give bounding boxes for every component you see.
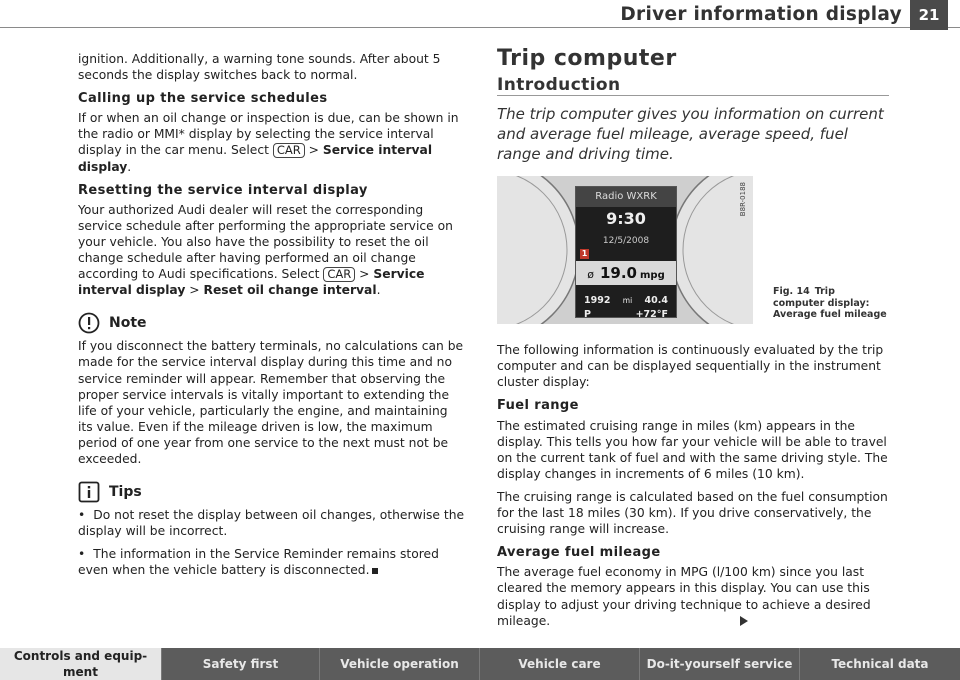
average-value: 19.0: [599, 264, 637, 283]
tip-text: Do not reset the display between oil changes, otherwise the display will be incorrect.: [78, 508, 465, 539]
calling-target: Service interval display: [78, 143, 433, 174]
resetting-sep: >: [185, 283, 204, 298]
car-key: CAR: [323, 267, 355, 282]
average-heading: Average fuel mileage: [497, 545, 661, 561]
left-column: [78, 51, 466, 585]
resetting-paragraph: [78, 202, 466, 299]
right-column: [497, 46, 889, 636]
resetting-target-2: Reset oil change interval: [203, 283, 377, 298]
outside-temperature: +72°F: [635, 309, 668, 321]
calling-paragraph: [78, 110, 466, 174]
average-symbol: ø: [587, 268, 594, 282]
average-paragraph: [497, 564, 889, 628]
nav-item-diy[interactable]: Do-it-yourself service: [640, 648, 800, 680]
nav-item-controls[interactable]: Controls and equip-ment: [0, 648, 162, 680]
nav-item-operation[interactable]: Vehicle operation: [320, 648, 480, 680]
tip-item: [78, 507, 466, 539]
warning-circle-icon: [78, 312, 100, 334]
section-subtitle: Introduction: [497, 77, 889, 96]
note-callout: [78, 312, 466, 334]
chapter-navigation: [0, 648, 960, 680]
end-of-section-icon: [372, 568, 378, 574]
figure-code: B8R-0188: [738, 182, 747, 217]
info-icon: [78, 481, 100, 503]
section-title: Driver information display: [620, 4, 902, 25]
page-number: 21: [910, 0, 948, 30]
tips-callout: [78, 481, 466, 503]
tips-title: Tips: [109, 484, 142, 501]
resetting-sep: >: [355, 267, 374, 282]
calling-end: .: [127, 159, 132, 174]
bullet-icon: •: [78, 547, 86, 562]
calling-sep: >: [304, 143, 323, 158]
display-date: 12/5/2008: [602, 236, 650, 247]
figure-caption-text: Trip computer display: Average fuel mileage: [773, 286, 887, 321]
average-mileage-row: [576, 261, 676, 285]
status-row: [584, 307, 668, 323]
car-key: CAR: [273, 143, 305, 158]
tip-text: The information in the Service Reminder remains stored even when the vehicle battery is disconnected.: [78, 547, 439, 578]
resetting-target-1: Service interval display: [78, 267, 425, 298]
clock-time: 9:30: [606, 209, 646, 229]
intro-text: The trip computer gives you information on current and average fuel mileage, average speed, fuel range and driving time.: [497, 105, 884, 164]
memory-indicator: 1: [581, 249, 588, 259]
fuel-range-heading: Fuel range: [497, 398, 579, 414]
gear-indicator: P: [584, 309, 591, 321]
figure-row: [497, 176, 889, 324]
page-title: Trip computer: [497, 46, 677, 71]
radio-station: Radio WXRK: [576, 187, 676, 207]
continue-arrow-icon: [740, 616, 748, 626]
nav-item-technical[interactable]: Technical data: [831, 657, 929, 671]
odometer-unit: mi: [622, 296, 633, 306]
resetting-text: Your authorized Audi dealer will reset the corresponding service schedule after performing the appropriate service on your vehicle. You also have the possibility to reset the oil change schedule after having performed an oil change according to Audi specifications. Select: [78, 202, 453, 282]
note-title: Note: [109, 315, 147, 332]
resetting-end: .: [376, 283, 381, 298]
calling-heading: Calling up the service schedules: [78, 91, 328, 107]
trip-odometer: 40.4: [644, 295, 668, 307]
average-unit: mpg: [640, 270, 665, 282]
fuel-range-paragraph-1: The estimated cruising range in miles (km) appears in the display. This tells you how far your vehicle will be able to travel on the current tank of fuel and with the same driving style. The display changes in increments of 6 miles (10 km).: [497, 418, 888, 481]
note-text: If you disconnect the battery terminals, no calculations can be made for the service interval display during this time and no service reminder will appear. Remember that observing the proper service intervals is vitally important to extending the life of your vehicle, particularly the engine, and maintaining its value. Even if the mileage driven is low, the maximum period of one year from one service to the next must not be exceeded.: [78, 339, 464, 466]
fuel-range-paragraph-2: The cruising range is calculated based on the fuel consumption for the last 18 miles (30 km). If you drive conservatively, the cruising range will increase.: [497, 489, 888, 537]
continuation-text: ignition. Additionally, a warning tone sounds. After about 5 seconds the display switches back to normal.: [78, 52, 441, 83]
nav-item-safety[interactable]: Safety first: [162, 648, 320, 680]
calling-text: If or when an oil change or inspection is due, can be shown in the radio or MMI* display by selecting the service interval display in the car menu. Select: [78, 111, 459, 158]
bullet-icon: •: [78, 508, 86, 523]
driver-display: [575, 186, 677, 321]
instrument-cluster-figure: [497, 176, 753, 324]
header-rule: [0, 27, 960, 28]
odometer: 1992: [584, 295, 611, 307]
figure-caption: [773, 286, 889, 321]
overview-paragraph: The following information is continuously evaluated by the trip computer and can be displayed sequentially in the instrument cluster display:: [497, 343, 884, 390]
average-text: The average fuel economy in MPG (l/100 km) since you last cleared the memory appears in this display. You can use this display to adjust your driving technique to achieve a desired mileage.: [497, 565, 871, 628]
nav-item-care[interactable]: Vehicle care: [480, 648, 640, 680]
figure-label: Fig. 14: [773, 286, 810, 298]
resetting-heading: Resetting the service interval display: [78, 182, 368, 198]
tip-item: [78, 546, 466, 578]
